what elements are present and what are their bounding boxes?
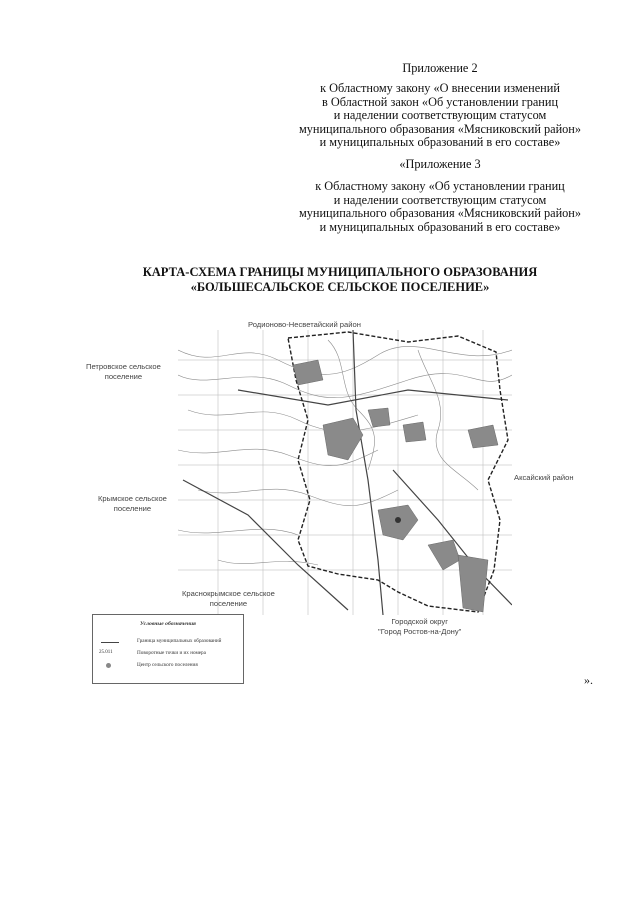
- map-settlements: [293, 360, 498, 612]
- label-south-line-2: "Город Ростов-на-Дону": [378, 626, 462, 636]
- label-west-settlement: [98, 494, 167, 513]
- legend-title: Условные обозначения: [140, 621, 196, 627]
- annex2-line-5: и муниципальных образований в его составе»: [319, 135, 561, 150]
- legend-symbol-center: [99, 662, 123, 670]
- legend-label-turning-points: Поворотные точки и их номера: [137, 650, 206, 656]
- label-southwest-line-2: поселение: [209, 598, 248, 608]
- legend-item-center: [99, 662, 239, 670]
- label-northwest-line-1: Петровское сельское: [86, 362, 161, 371]
- annex2-line-4: муниципального образования «Мясниковский район»: [298, 121, 582, 136]
- annex3-heading-text: «Приложение 3: [399, 157, 481, 171]
- label-east-district: Аксайский район: [514, 473, 574, 482]
- annex3-body: [270, 180, 610, 234]
- annex2-line-1: к Областному закону «О внесении изменений: [320, 81, 560, 95]
- legend-item-turning-points: [99, 650, 239, 658]
- label-west-line-2: поселение: [113, 503, 152, 513]
- closing-mark: ».: [584, 673, 593, 687]
- settlement-map: [178, 330, 512, 615]
- label-northwest-line-2: поселение: [104, 371, 143, 381]
- annex3-line-1: к Областному закону «Об установлении границ: [315, 179, 565, 193]
- annex2-body: [270, 82, 610, 150]
- annex3-line-2: и наделении соответствующим статусом: [333, 192, 547, 207]
- legend-item-boundary: [99, 638, 239, 646]
- title-line-1: КАРТА-СХЕМА ГРАНИЦЫ МУНИЦИПАЛЬНОГО ОБРАЗОВАНИЯ: [142, 265, 538, 279]
- annex2-heading-text: Приложение 2: [402, 61, 478, 75]
- legend-symbol-boundary: [99, 638, 123, 646]
- label-south-line-1: Городской округ: [391, 617, 448, 626]
- document-title: [60, 265, 620, 295]
- annex2-line-2: в Областной закон «Об установлении границ: [321, 94, 559, 109]
- annex3-line-3: муниципального образования «Мясниковский район»: [298, 206, 582, 221]
- annex3-line-4: и муниципальных образований в его составе»: [319, 219, 561, 234]
- title-line-2: «БОЛЬШЕСАЛЬСКОЕ СЕЛЬСКОЕ ПОСЕЛЕНИЕ»: [190, 280, 490, 294]
- label-north-district: Родионово-Несветайский район: [248, 320, 361, 329]
- label-northwest-settlement: [86, 362, 161, 381]
- label-southwest-line-1: Краснокрымское сельское: [182, 589, 275, 598]
- legend-symbol-number: 25.011: [99, 650, 113, 655]
- legend-symbol-turning-points: [99, 650, 123, 658]
- map-legend: [92, 614, 244, 684]
- label-west-line-1: Крымское сельское: [98, 494, 167, 503]
- legend-label-boundary: Граница муниципальных образований: [137, 638, 222, 644]
- legend-label-center: Центр сельского поселения: [137, 662, 198, 668]
- annex3-heading: [270, 158, 610, 172]
- annex2-line-3: и наделении соответствующим статусом: [333, 108, 547, 123]
- settlement-center-marker: [395, 517, 401, 523]
- label-south-city: [378, 617, 461, 636]
- annex2-heading: [270, 62, 610, 76]
